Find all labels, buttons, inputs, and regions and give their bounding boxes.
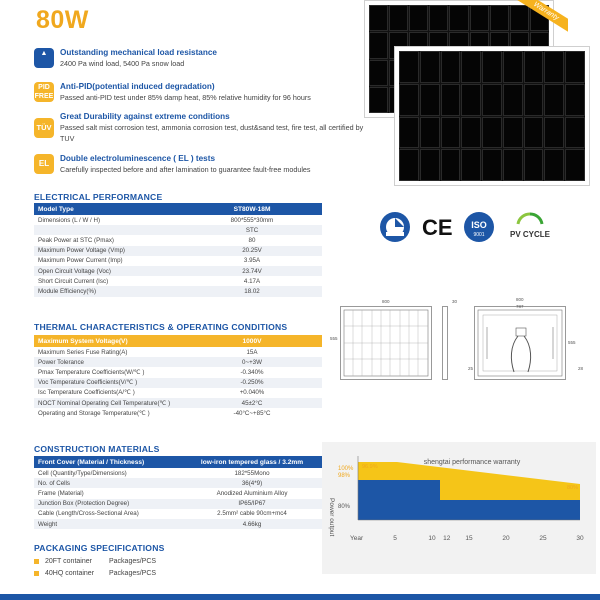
spec-value: 0~+3W bbox=[182, 357, 322, 367]
page-title: 80W bbox=[36, 6, 89, 34]
solar-cell bbox=[441, 51, 461, 83]
spec-label: Cable (Length/Cross-Sectional Area) bbox=[38, 510, 139, 518]
table-head-row bbox=[34, 335, 322, 347]
spec-label: Open Circuit Voltage (Voc) bbox=[34, 266, 182, 276]
table-head-row bbox=[34, 203, 322, 215]
solar-cell bbox=[482, 117, 502, 149]
table-row bbox=[34, 468, 322, 478]
spec-value: 36(4*9) bbox=[182, 478, 322, 488]
solar-cell bbox=[449, 5, 468, 31]
solar-cell bbox=[503, 84, 523, 116]
spec-value: Anodized Aluminium Alloy bbox=[216, 489, 288, 497]
solar-cell bbox=[482, 51, 502, 83]
solar-cell bbox=[503, 117, 523, 149]
pv-cycle-cert-logo bbox=[504, 210, 556, 244]
spec-value: STC bbox=[182, 225, 322, 235]
solar-cell bbox=[544, 117, 564, 149]
spec-value: IP65/IP67 bbox=[182, 499, 322, 509]
table-row bbox=[34, 388, 322, 398]
table-row bbox=[34, 276, 322, 286]
spec-value: -40°C~+85°C bbox=[233, 409, 271, 417]
spec-label: Isc Temperature Coefficients(A/℃ ) bbox=[38, 389, 135, 397]
electrical-section-title: ELECTRICAL PERFORMANCE bbox=[34, 192, 163, 202]
table-row bbox=[34, 347, 322, 357]
svg-text:ISO: ISO bbox=[471, 220, 487, 230]
warranty-ribbon bbox=[498, 0, 568, 34]
solar-cell bbox=[565, 84, 585, 116]
panel-drawing-left bbox=[340, 306, 432, 380]
el-icon: EL bbox=[34, 154, 54, 174]
table-row bbox=[34, 488, 322, 498]
spec-value: 23.74V bbox=[182, 266, 322, 276]
table-row bbox=[34, 398, 322, 408]
table-row bbox=[34, 478, 322, 488]
packaging-value: Packages/PCS bbox=[109, 558, 157, 565]
solar-cell bbox=[461, 51, 481, 83]
solar-cell bbox=[461, 149, 481, 181]
spec-label: Short Circuit Current (Isc) bbox=[38, 277, 109, 285]
table-row bbox=[34, 519, 322, 529]
panel-side-drawing bbox=[442, 306, 448, 380]
spec-value: -0.340% bbox=[240, 368, 264, 376]
left-drawing-height: 555 bbox=[330, 336, 338, 341]
warranty-label-mid: 96.9% bbox=[362, 464, 378, 470]
feature-title: Double electroluminescence ( EL ) tests bbox=[60, 154, 216, 163]
right-drawing-side2: 28 bbox=[578, 366, 584, 371]
solar-cell bbox=[399, 149, 419, 181]
spec-value: 45±2°C bbox=[182, 398, 322, 408]
spec-label: Maximum Series Fuse Rating(A) bbox=[38, 348, 128, 356]
tuv-cert-logo bbox=[378, 210, 412, 244]
solar-cell bbox=[399, 51, 419, 83]
spec-label: Junction Box (Protection Degree) bbox=[34, 499, 182, 509]
spec-value: 2.5mm² cable 90cm+mc4 bbox=[217, 510, 287, 518]
right-drawing-side: 25 bbox=[468, 366, 474, 371]
spec-label: Dimensions (L / W / H) bbox=[38, 216, 100, 224]
table-row bbox=[34, 235, 322, 245]
right-drawing-inner: 787 bbox=[516, 304, 524, 309]
head-label: Front Cover (Material / Thickness) bbox=[34, 456, 182, 468]
table-row bbox=[34, 256, 322, 266]
solar-cell bbox=[565, 149, 585, 181]
warranty-y-98: 98% bbox=[338, 473, 351, 479]
table-row bbox=[34, 286, 322, 296]
ce-cert-logo bbox=[420, 210, 454, 244]
spec-label bbox=[34, 225, 182, 235]
packaging-label: 40HQ container bbox=[45, 570, 95, 577]
solar-cell bbox=[369, 60, 388, 86]
table-row bbox=[34, 367, 322, 377]
spec-value: 3.95A bbox=[243, 257, 261, 265]
warranty-ribbon-text: Warranty bbox=[509, 0, 568, 34]
table-row bbox=[34, 246, 322, 256]
head-label: Model Type bbox=[34, 203, 182, 215]
spec-value: 182*55Mono bbox=[234, 469, 270, 477]
spec-value: 80 bbox=[248, 236, 256, 244]
solar-cell bbox=[420, 51, 440, 83]
spec-label: No. of Cells bbox=[34, 478, 182, 488]
thermal-table bbox=[34, 335, 322, 418]
load-resistance-icon: ▲ bbox=[34, 48, 54, 68]
table-row bbox=[34, 225, 322, 235]
solar-cell bbox=[482, 149, 502, 181]
solar-cell bbox=[503, 51, 523, 83]
table-row bbox=[34, 499, 322, 509]
solar-cell bbox=[565, 117, 585, 149]
warranty-x-tick: 30 bbox=[576, 535, 584, 542]
cable-drawing bbox=[506, 326, 536, 376]
warranty-x-tick: 25 bbox=[539, 535, 547, 542]
packaging-row bbox=[34, 570, 156, 577]
pv-cycle-text: PV CYCLE bbox=[509, 230, 551, 239]
tuv-icon: TÜV bbox=[34, 118, 54, 138]
head-label: Maximum System Voltage(V) bbox=[34, 335, 182, 347]
performance-warranty-chart bbox=[322, 442, 596, 574]
thermal-section-title: THERMAL CHARACTERISTICS & OPERATING CONDITIONS bbox=[34, 322, 288, 332]
right-drawing-width: 800 bbox=[516, 297, 524, 302]
spec-label: NOCT Nominal Operating Cell Temperature(℃ ) bbox=[34, 398, 182, 408]
solar-cell bbox=[544, 51, 564, 83]
head-value: ST80W-18M bbox=[182, 203, 322, 215]
warranty-x-tick: 10 bbox=[428, 535, 436, 542]
table-row bbox=[34, 266, 322, 276]
solar-cell bbox=[399, 117, 419, 149]
head-value: low-iron tempered glass / 3.2mm bbox=[182, 456, 322, 468]
spec-label: Operating and Storage Temperature(℃ ) bbox=[38, 409, 150, 417]
spec-label: Cell (Quantity/Type/Dimensions) bbox=[38, 469, 127, 477]
feature-desc: 2400 Pa wind load, 5400 Pa snow load bbox=[60, 59, 185, 68]
feature-desc: Passed anti-PID test under 85% damp heat, 85% relative humidity for 96 hours bbox=[60, 93, 311, 102]
packaging-label: 20FT container bbox=[45, 558, 92, 565]
right-drawing-height: 555 bbox=[568, 340, 576, 345]
left-drawing-width: 800 bbox=[382, 299, 390, 304]
spec-value: 4.66kg bbox=[182, 519, 322, 529]
solar-cell bbox=[369, 32, 388, 58]
feature-title: Anti-PID(potential induced degradation) bbox=[60, 82, 215, 91]
solar-cell bbox=[369, 87, 388, 113]
feature-desc: Passed salt mist corrosion test, ammonia corrosion test, dust&sand test, fire test, all certified by TUV bbox=[60, 123, 364, 143]
spec-value: 800*555*30mm bbox=[230, 216, 274, 224]
spec-value: 4.17A bbox=[243, 277, 261, 285]
spec-label: Peak Power at STC (Pmax) bbox=[38, 236, 114, 244]
warranty-x-tick: 20 bbox=[502, 535, 510, 542]
feature-desc: Carefully inspected before and after lamination to guarantee fault-free modules bbox=[60, 165, 311, 174]
spec-label: Frame (Material) bbox=[38, 489, 84, 497]
feature-title: Great Durability against extreme conditions bbox=[60, 112, 230, 121]
svg-text:9001: 9001 bbox=[473, 232, 485, 238]
bullet-square bbox=[34, 559, 39, 564]
spec-label: Module Efficiency(%) bbox=[34, 286, 182, 296]
spec-label: Maximum Power Voltage (Vmp) bbox=[34, 246, 182, 256]
spec-value: 20.25V bbox=[182, 246, 322, 256]
solar-cell bbox=[524, 84, 544, 116]
construction-section-title: CONSTRUCTION MATERIALS bbox=[34, 444, 160, 454]
solar-cell bbox=[482, 84, 502, 116]
packaging-value: Packages/PCS bbox=[109, 570, 157, 577]
warranty-label-end: 80% bbox=[566, 485, 578, 491]
solar-cell bbox=[461, 117, 481, 149]
head-value: 1000V bbox=[182, 335, 322, 347]
table-head-row bbox=[34, 456, 322, 468]
solar-cell bbox=[399, 84, 419, 116]
solar-cell bbox=[429, 5, 448, 31]
ce-logo-text: CE bbox=[422, 215, 453, 240]
table-row bbox=[34, 378, 322, 388]
pid-free-icon: PID FREE bbox=[34, 84, 54, 100]
solar-cell bbox=[524, 117, 544, 149]
solar-cell bbox=[369, 5, 388, 31]
solar-cell bbox=[389, 5, 408, 31]
spec-label: Power Tolerance bbox=[34, 357, 182, 367]
solar-cell bbox=[470, 5, 489, 31]
table-row bbox=[34, 509, 322, 519]
solar-cell bbox=[420, 149, 440, 181]
solar-cell bbox=[461, 84, 481, 116]
solar-cell bbox=[544, 149, 564, 181]
footer-bar bbox=[0, 594, 600, 600]
solar-cell bbox=[503, 149, 523, 181]
spec-value: 18.02 bbox=[182, 286, 322, 296]
warranty-y-80: 80% bbox=[338, 504, 351, 510]
spec-label: Voc Temperature Coefficients(V/℃ ) bbox=[34, 378, 182, 388]
warranty-y-100: 100% bbox=[338, 466, 354, 472]
solar-cell bbox=[544, 84, 564, 116]
left-drawing-depth: 30 bbox=[452, 299, 458, 304]
table-row bbox=[34, 357, 322, 367]
iso-cert-logo bbox=[462, 210, 496, 244]
solar-cell bbox=[420, 117, 440, 149]
table-row bbox=[34, 408, 322, 418]
electrical-table bbox=[34, 203, 322, 297]
spec-label: Maximum Power Current (Imp) bbox=[38, 257, 123, 265]
packaging-row bbox=[34, 558, 156, 565]
spec-label: Weight bbox=[34, 519, 182, 529]
spec-value: -0.250% bbox=[182, 378, 322, 388]
packaging-section-title: PACKAGING SPECIFICATIONS bbox=[34, 543, 165, 553]
solar-cell bbox=[420, 84, 440, 116]
spec-value: 15A bbox=[246, 348, 258, 356]
solar-cell bbox=[441, 117, 461, 149]
construction-table bbox=[34, 456, 322, 529]
bullet-square bbox=[34, 571, 39, 576]
solar-cell bbox=[409, 5, 428, 31]
solar-cell bbox=[524, 149, 544, 181]
warranty-xlabel: Year bbox=[350, 535, 364, 542]
solar-cell bbox=[441, 149, 461, 181]
warranty-chart-title: shengtai performance warranty bbox=[423, 459, 521, 466]
table-row bbox=[34, 215, 322, 225]
warranty-x-tick: 15 bbox=[465, 535, 473, 542]
feature-title: Outstanding mechanical load resistance bbox=[60, 48, 217, 57]
spec-value: +0.040% bbox=[239, 389, 265, 397]
warranty-x-tick: 12 bbox=[443, 535, 451, 542]
warranty-x-tick: 5 bbox=[393, 535, 397, 542]
spec-label: Pmax Temperature Coefficients(W/℃ ) bbox=[38, 368, 145, 376]
solar-panel-front bbox=[394, 46, 590, 186]
solar-cell bbox=[441, 84, 461, 116]
warranty-ylabel: Power output bbox=[328, 498, 335, 537]
solar-cell bbox=[524, 51, 544, 83]
solar-cell bbox=[565, 51, 585, 83]
